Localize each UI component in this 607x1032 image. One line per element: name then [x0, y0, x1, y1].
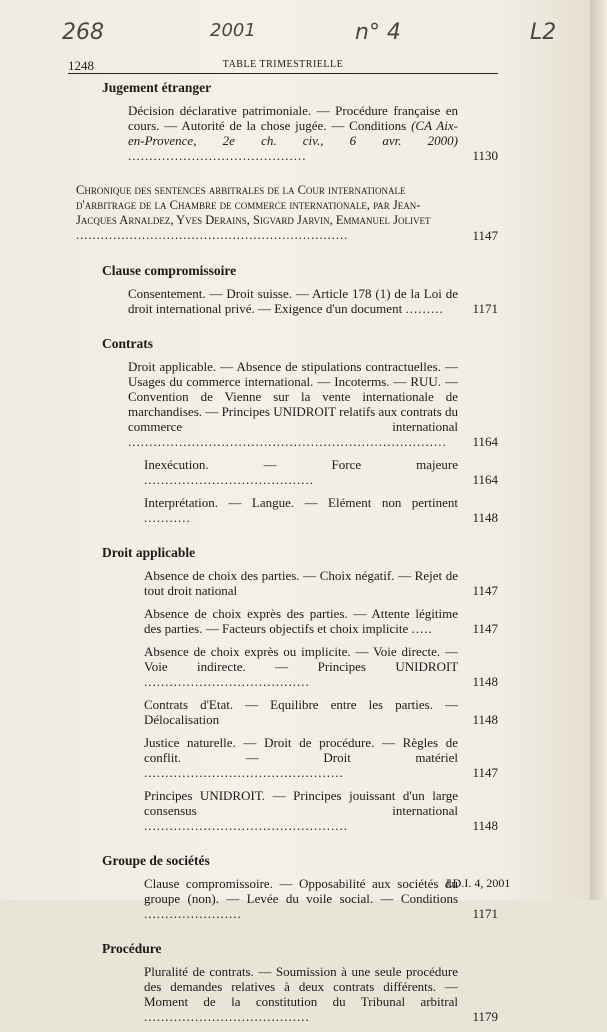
entry-text: Interprétation. — Langue. — Elément non pertinent: [144, 495, 458, 510]
handwritten-note-left: 268: [62, 20, 104, 45]
section-title: Jugement étranger: [102, 80, 212, 95]
index-entry: Consentement. — Droit suisse. — Article 178 (1) de la Loi de droit international privé. — Exigence d'un document ......... 1171: [128, 286, 498, 316]
entry-text: Consentement. — Droit suisse. — Article 178 (1) de la Loi de droit international privé. — Exigence d'un document: [128, 286, 458, 316]
handwritten-note-right-a: n° 4: [355, 20, 401, 45]
handwritten-note-right-b: L2: [530, 20, 557, 45]
index-entry: Pluralité de contrats. — Soumission à une seule procédure des demandes relatives à deux contrats différents. — Moment de la constitution du Tribunal arbitral ....................................... 1179: [144, 964, 498, 1024]
entry-page: 1147: [472, 228, 498, 243]
index-entry: Droit applicable. — Absence de stipulations contractuelles. — Usages du commerce international. — Incoterms. — RUU. — Convention de Vienne sur la vente internationale de marchandises. — Principes UNIDROIT relatifs aux contrats du commerce international ........................................................................... 1164: [128, 359, 498, 449]
entry-page: 1179: [472, 1009, 498, 1024]
entry-page: 1171: [472, 906, 498, 921]
entry-text: Absence de choix des parties. — Choix négatif. — Rejet de tout droit national: [144, 568, 458, 598]
entry-page: 1147: [472, 583, 498, 598]
index-entry: Interprétation. — Langue. — Elément non pertinent ........... 1148: [144, 495, 498, 525]
index-entry: Absence de choix exprès des parties. — Attente légitime des parties. — Facteurs objectifs et choix implicite ..... 1147: [144, 606, 498, 636]
entry-citation: (CA Aix-en-Provence, 2e ch. civ., 6 avr. 2000): [128, 118, 458, 148]
index-entry: Justice naturelle. — Droit de procédure. — Règles de conflit. — Droit matériel ............................................... 1147: [144, 735, 498, 780]
index-content: [68, 80, 498, 1032]
section-title: Droit applicable: [102, 545, 196, 560]
entry-page: 1130: [472, 148, 498, 163]
section-title: Groupe de sociétés: [102, 853, 210, 868]
entry-text: Clause compromissoire. — Opposabilité aux sociétés du groupe (non). — Levée du voile social. — Conditions: [144, 876, 458, 906]
entry-text: Principes UNIDROIT. — Principes jouissant d'un large consensus international: [144, 788, 458, 818]
entry-page: 1164: [472, 472, 498, 487]
index-entry: Inexécution. — Force majeure ........................................ 1164: [144, 457, 498, 487]
entry-text: Absence de choix exprès ou implicite. — Voie directe. — Voie indirecte. — Principes UNIDROIT: [144, 644, 458, 674]
header-rule: [68, 73, 498, 74]
entry-text: Contrats d'Etat. — Equilibre entre les parties. — Délocalisation: [144, 697, 458, 727]
page-number: 1248: [68, 58, 94, 73]
entry-text: Pluralité de contrats. — Soumission à une seule procédure des demandes relatives à deux contrats différents. — Moment de la constitution du Tribunal arbitral: [144, 964, 458, 1009]
entry-text: Inexécution. — Force majeure: [144, 457, 458, 472]
section-title: Clause compromissoire: [102, 263, 237, 278]
page-header: [68, 56, 498, 74]
index-entry: [68, 568, 498, 598]
page-edge: [590, 0, 607, 900]
entry-page: 1147: [472, 765, 498, 780]
index-entry: Décision déclarative patrimoniale. — Procédure française en cours. — Autorité de la chose jugée. — Conditions (CA Aix-en-Provence, 2e ch. civ., 6 avr. 2000) .......................................... 1130: [128, 103, 498, 163]
entry-page: 1148: [472, 510, 498, 525]
entry-page: 1171: [472, 301, 498, 316]
section-title: Contrats: [102, 336, 153, 351]
handwritten-note-middle: 2001: [210, 20, 256, 41]
entry-page: 1147: [472, 621, 498, 636]
entry-text: Décision déclarative patrimoniale. — Procédure française en cours. — Autorité de la chose jugée. — Conditions: [128, 103, 458, 133]
index-entry: Principes UNIDROIT. — Principes jouissant d'un large consensus international ................................................ 1148: [144, 788, 498, 833]
running-title: TABLE TRIMESTRIELLE: [222, 59, 344, 70]
index-entry: Clause compromissoire. — Opposabilité aux sociétés du groupe (non). — Levée du voile social. — Conditions ....................... 1171: [144, 876, 498, 921]
entry-page: 1148: [472, 712, 498, 727]
chronique-text: Chronique des sentences arbitrales de la Cour internationale d'arbitrage de la Chambre de commerce internationale, par Jean-Jacques Arnaldez, Yves Derains, Sigvard Jarvin, Emmanuel Jolivet: [76, 183, 431, 227]
entry-text: Droit applicable. — Absence de stipulations contractuelles. — Usages du commerce international. — Incoterms. — RUU. — Convention de Vienne sur la vente internationale de marchandises. — Principes UNIDROIT relatifs aux contrats du commerce international: [128, 359, 458, 434]
entry-page: 1148: [472, 674, 498, 689]
entry-text: Justice naturelle. — Droit de procédure. — Règles de conflit. — Droit matériel: [144, 735, 458, 765]
entry-page: 1164: [472, 434, 498, 449]
index-entry: Absence de choix exprès ou implicite. — Voie directe. — Voie indirecte. — Principes UNIDROIT ....................................... 1148: [144, 644, 498, 689]
entry-text: Absence de choix exprès des parties. — Attente légitime des parties. — Facteurs objectifs et choix implicite: [144, 606, 458, 636]
chronique-entry: Chronique des sentences arbitrales de la Cour internationale d'arbitrage de la Chambre de commerce internationale, par Jean-Jacques Arnaldez, Yves Derains, Sigvard Jarvin, Emmanuel Jolivet .................................................................. 1147: [76, 183, 498, 243]
section-title: Procédure: [102, 941, 162, 956]
index-entry: [68, 697, 498, 727]
entry-page: 1148: [472, 818, 498, 833]
page-footer: J.D.I. 4, 2001: [445, 876, 511, 890]
